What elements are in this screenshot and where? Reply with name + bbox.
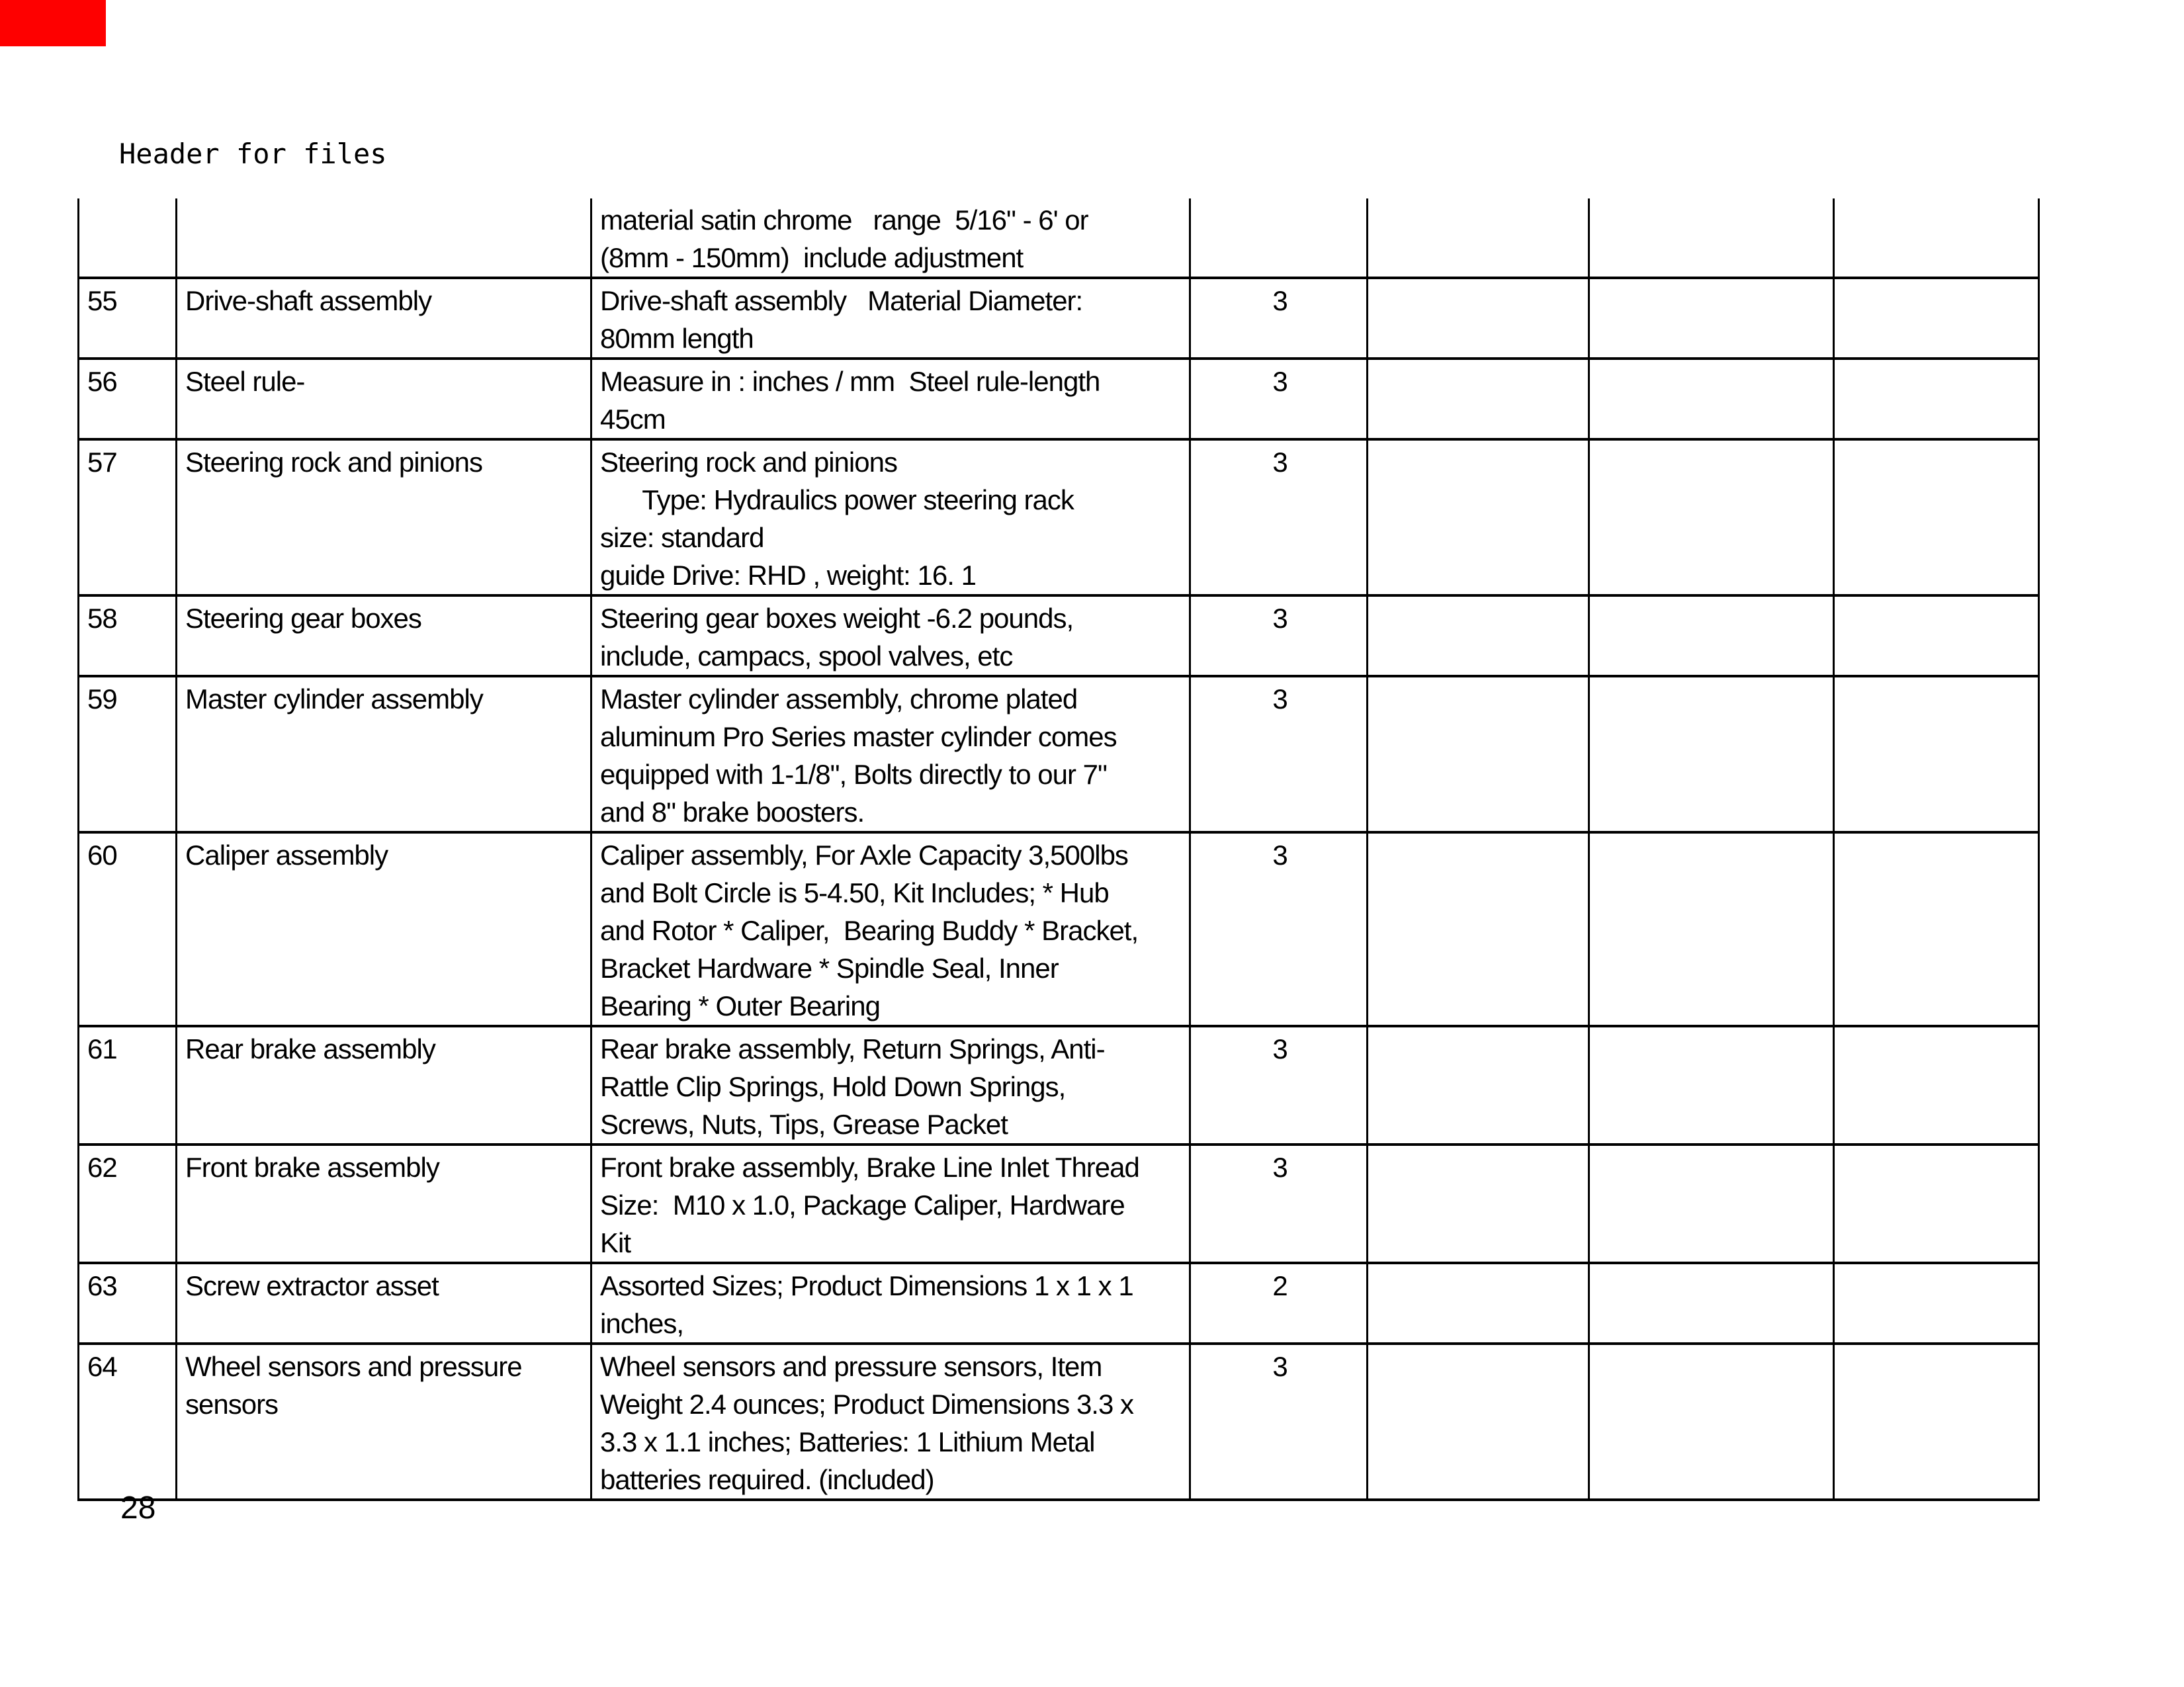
item-description-cell bbox=[591, 439, 1190, 595]
description-line: size: standard bbox=[600, 522, 764, 553]
item-description-cell bbox=[591, 595, 1190, 676]
table-row bbox=[79, 1026, 2039, 1145]
empty-cell-3 bbox=[1834, 832, 2039, 1026]
item-name-cell: Drive-shaft assembly bbox=[177, 278, 591, 359]
red-marker bbox=[0, 0, 106, 46]
empty-cell-1 bbox=[1368, 198, 1589, 278]
item-name-cell: Steering gear boxes bbox=[177, 595, 591, 676]
table-row bbox=[79, 595, 2039, 676]
description-line: Caliper assembly, For Axle Capacity 3,500lbs bbox=[600, 840, 1128, 871]
description-line: Bearing * Outer Bearing bbox=[600, 990, 880, 1021]
empty-cell-3 bbox=[1834, 1145, 2039, 1263]
empty-cell-3 bbox=[1834, 1263, 2039, 1344]
item-description-cell bbox=[591, 198, 1190, 278]
empty-cell-2 bbox=[1589, 832, 1834, 1026]
description-line: Weight 2.4 ounces; Product Dimensions 3.3 x bbox=[600, 1389, 1134, 1420]
empty-cell-2 bbox=[1589, 1026, 1834, 1145]
description-line: and Rotor * Caliper, Bearing Buddy * Bracket, bbox=[600, 915, 1139, 946]
quantity-cell: 2 bbox=[1190, 1263, 1368, 1344]
description-line: equipped with 1-1/8", Bolts directly to our 7" bbox=[600, 759, 1107, 790]
description-line: (8mm - 150mm) include adjustment bbox=[600, 242, 1024, 273]
description-line: Measure in : inches / mm Steel rule-length bbox=[600, 366, 1100, 397]
table-row bbox=[79, 439, 2039, 595]
empty-cell-2 bbox=[1589, 595, 1834, 676]
row-number-cell: 56 bbox=[79, 359, 177, 439]
quantity-cell: 3 bbox=[1190, 1026, 1368, 1145]
empty-cell-2 bbox=[1589, 1145, 1834, 1263]
empty-cell-3 bbox=[1834, 595, 2039, 676]
item-name-cell: Steel rule- bbox=[177, 359, 591, 439]
description-line: include, campacs, spool valves, etc bbox=[600, 640, 1013, 671]
empty-cell-3 bbox=[1834, 439, 2039, 595]
description-line: aluminum Pro Series master cylinder comes bbox=[600, 721, 1117, 752]
quantity-cell: 3 bbox=[1190, 439, 1368, 595]
row-number-cell: 61 bbox=[79, 1026, 177, 1145]
description-line: 80mm length bbox=[600, 323, 754, 354]
item-name-cell: Wheel sensors and pressure sensors bbox=[177, 1344, 591, 1500]
row-number-cell: 59 bbox=[79, 676, 177, 832]
item-description-cell bbox=[591, 832, 1190, 1026]
description-line: Bracket Hardware * Spindle Seal, Inner bbox=[600, 953, 1059, 984]
description-line: Assorted Sizes; Product Dimensions 1 x 1 x 1 bbox=[600, 1270, 1133, 1301]
empty-cell-2 bbox=[1589, 198, 1834, 278]
item-name-cell bbox=[177, 198, 591, 278]
description-line: Master cylinder assembly, chrome plated bbox=[600, 683, 1078, 714]
item-name-cell: Rear brake assembly bbox=[177, 1026, 591, 1145]
empty-cell-1 bbox=[1368, 595, 1589, 676]
empty-cell-3 bbox=[1834, 278, 2039, 359]
description-line: Type: Hydraulics power steering rack bbox=[600, 484, 1074, 515]
row-number-cell bbox=[79, 198, 177, 278]
description-line: 3.3 x 1.1 inches; Batteries: 1 Lithium Metal bbox=[600, 1426, 1095, 1457]
empty-cell-2 bbox=[1589, 676, 1834, 832]
quantity-cell: 3 bbox=[1190, 1344, 1368, 1500]
description-line: Kit bbox=[600, 1227, 631, 1258]
empty-cell-1 bbox=[1368, 1263, 1589, 1344]
description-line: guide Drive: RHD , weight: 16. 1 bbox=[600, 560, 976, 591]
item-description-cell bbox=[591, 1026, 1190, 1145]
table-row bbox=[79, 278, 2039, 359]
quantity-cell: 3 bbox=[1190, 595, 1368, 676]
description-line: inches, bbox=[600, 1308, 684, 1339]
description-line: Size: M10 x 1.0, Package Caliper, Hardware bbox=[600, 1190, 1125, 1221]
item-name-cell: Front brake assembly bbox=[177, 1145, 591, 1263]
quantity-cell bbox=[1190, 198, 1368, 278]
table-row bbox=[79, 1344, 2039, 1500]
item-description-cell bbox=[591, 1145, 1190, 1263]
description-line: 45cm bbox=[600, 404, 666, 435]
description-line: batteries required. (included) bbox=[600, 1464, 934, 1495]
empty-cell-2 bbox=[1589, 1263, 1834, 1344]
quantity-cell: 3 bbox=[1190, 278, 1368, 359]
row-number-cell: 62 bbox=[79, 1145, 177, 1263]
table-row bbox=[79, 198, 2039, 278]
table-row bbox=[79, 359, 2039, 439]
quantity-cell: 3 bbox=[1190, 359, 1368, 439]
description-line: Rear brake assembly, Return Springs, Anti- bbox=[600, 1033, 1105, 1064]
empty-cell-2 bbox=[1589, 1344, 1834, 1500]
table-row bbox=[79, 676, 2039, 832]
table-row bbox=[79, 832, 2039, 1026]
description-line: and Bolt Circle is 5-4.50, Kit Includes; * Hub bbox=[600, 877, 1109, 908]
table-row bbox=[79, 1263, 2039, 1344]
item-name-cell: Steering rock and pinions bbox=[177, 439, 591, 595]
empty-cell-1 bbox=[1368, 676, 1589, 832]
quantity-cell: 3 bbox=[1190, 832, 1368, 1026]
item-description-cell bbox=[591, 1263, 1190, 1344]
item-description-cell bbox=[591, 278, 1190, 359]
empty-cell-1 bbox=[1368, 832, 1589, 1026]
description-line: Wheel sensors and pressure sensors, Item bbox=[600, 1351, 1102, 1382]
page-header-text: Header for files bbox=[119, 138, 387, 170]
item-description-cell bbox=[591, 359, 1190, 439]
empty-cell-1 bbox=[1368, 1344, 1589, 1500]
empty-cell-1 bbox=[1368, 1026, 1589, 1145]
empty-cell-1 bbox=[1368, 278, 1589, 359]
description-line: Steering gear boxes weight -6.2 pounds, bbox=[600, 603, 1074, 634]
description-line: Steering rock and pinions bbox=[600, 447, 897, 478]
quantity-cell: 3 bbox=[1190, 1145, 1368, 1263]
empty-cell-1 bbox=[1368, 439, 1589, 595]
empty-cell-2 bbox=[1589, 278, 1834, 359]
parts-table-body bbox=[79, 198, 2039, 1500]
row-number-cell: 58 bbox=[79, 595, 177, 676]
empty-cell-3 bbox=[1834, 359, 2039, 439]
description-line: Front brake assembly, Brake Line Inlet Thread bbox=[600, 1152, 1139, 1183]
empty-cell-1 bbox=[1368, 359, 1589, 439]
row-number-cell: 63 bbox=[79, 1263, 177, 1344]
page-number: 28 bbox=[120, 1491, 156, 1526]
item-name-cell: Screw extractor asset bbox=[177, 1263, 591, 1344]
description-line: material satin chrome range 5/16" - 6' or bbox=[600, 204, 1088, 236]
description-line: Drive-shaft assembly Material Diameter: bbox=[600, 285, 1083, 316]
empty-cell-3 bbox=[1834, 1344, 2039, 1500]
item-description-cell bbox=[591, 676, 1190, 832]
parts-table bbox=[77, 198, 2040, 1501]
empty-cell-1 bbox=[1368, 1145, 1589, 1263]
item-name-cell: Caliper assembly bbox=[177, 832, 591, 1026]
description-line: Rattle Clip Springs, Hold Down Springs, bbox=[600, 1071, 1066, 1102]
row-number-cell: 55 bbox=[79, 278, 177, 359]
empty-cell-2 bbox=[1589, 359, 1834, 439]
table-row bbox=[79, 1145, 2039, 1263]
empty-cell-3 bbox=[1834, 676, 2039, 832]
empty-cell-2 bbox=[1589, 439, 1834, 595]
item-name-cell: Master cylinder assembly bbox=[177, 676, 591, 832]
description-line: and 8" brake boosters. bbox=[600, 797, 865, 828]
description-line: Screws, Nuts, Tips, Grease Packet bbox=[600, 1109, 1008, 1140]
row-number-cell: 57 bbox=[79, 439, 177, 595]
row-number-cell: 60 bbox=[79, 832, 177, 1026]
quantity-cell: 3 bbox=[1190, 676, 1368, 832]
empty-cell-3 bbox=[1834, 198, 2039, 278]
empty-cell-3 bbox=[1834, 1026, 2039, 1145]
item-description-cell bbox=[591, 1344, 1190, 1500]
row-number-cell: 64 bbox=[79, 1344, 177, 1500]
